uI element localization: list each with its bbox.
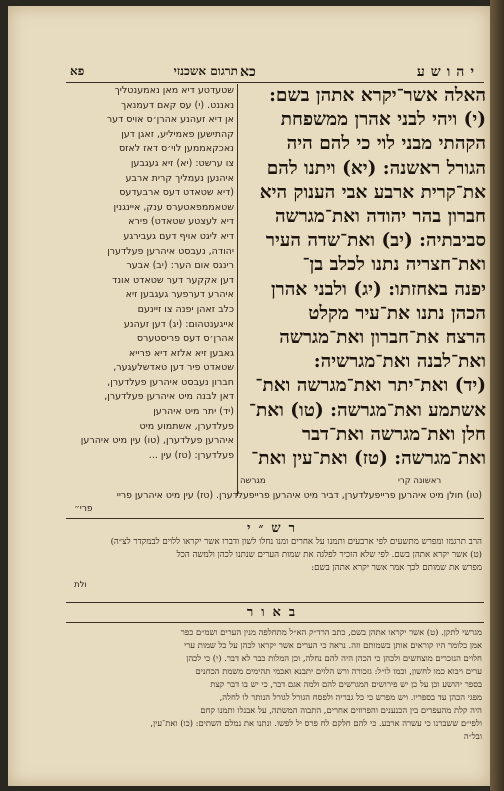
targum-line: שטעדטע דיא מאן נאמענטליך: [114, 85, 234, 96]
rashi-line: מפרש את שמותם לכך אמר אשר יקרא אתהן בשם:: [311, 563, 482, 574]
verse-line: חלן ואת־מגרשה ואת־דבר: [302, 423, 486, 445]
targum-line: קהתישען פאמיליע, זאגן דען: [121, 128, 234, 140]
main-header: [240, 64, 480, 81]
verse-line: האלה אשר־יקרא אתהן בשם:: [269, 85, 486, 106]
verse-line: אשתמע ואת־מגרשה: (טו) ואת־: [248, 399, 486, 421]
biur-line: אמן כלומר היו קוראים אותן בשמותם וזה. נראה כי הערים אשר יקראו לכהן על כל שמות ערי: [184, 640, 482, 650]
biur-line: בספר יהושע וכן על כן יש פירושים המגרשים להם ולמה אגם דבר, כי יש בו דבר קצת: [210, 679, 482, 689]
biur-line: חלוים הנזכרים מוצחשים ולכהן כי הכהן היה להם נחלה, וכן המלות כבר לא דבר. (י) כי לכהן: [186, 653, 482, 663]
verse-line: הכהן נתנו את־עיר מקלט: [308, 302, 486, 324]
targum-line: שטאדט פיר דען טאדשלעגער,: [113, 362, 234, 374]
targum-line: דאן לבנה מיט איהרען פעלדערן,: [104, 391, 234, 403]
verse-line: (יד) ואת־יתר ואת־מגרשה ואת־: [255, 375, 486, 397]
targum-line: נאננט. (י) עס קאם דעמנאך: [121, 99, 234, 111]
targum-line: דען אקקער דער שטאדט אונד: [112, 274, 234, 286]
biur-line: מפגי הכהן עד בספריו. ויש מפרש כי כל גבריה ולפסח הגורל לגורל הנותר לו לחלה,: [219, 692, 482, 702]
rashi-line: (ט) אשר יקרא אתהן בשם. לפי שלא הזכיר לפלגה את שמות הערים שנתנו לכהן ולמשה הכל: [176, 550, 482, 561]
targum-line: צו ערשט: (יא) זיא געגבען: [130, 157, 234, 169]
book-page: [8, 6, 490, 786]
main-header-title: יהושע: [416, 64, 480, 80]
biur-line: ערים ויבוא כמו לחשון, וכמו לו״ל: גזכורה ורש הלוים יתבנא ואכמי תהימים משמת הכחנים: [195, 666, 482, 676]
verse-line: ואת־חצריה נתנו לכלב בן־: [302, 254, 486, 276]
biur-rule-top: [66, 602, 484, 603]
targum-line: פעלדערן, אשתמוע מיט: [139, 420, 234, 432]
column-divider: [237, 84, 238, 496]
verse-line: הגורל ראשנה: (יא) ויתנו להם: [266, 157, 486, 179]
targum-line: פעלדערן: (טז) עין ...: [148, 449, 234, 461]
main-header-number: כא: [240, 64, 256, 80]
verse-line: ואת־מגרשה: (טז) ואת־עין ואת־: [251, 448, 486, 470]
rashi-catchword: ולת: [74, 580, 87, 590]
targum-line: (יד) יתר מיט איהרען: [153, 406, 234, 418]
rashi-rule: [66, 518, 484, 519]
biur-title: באור: [246, 605, 304, 620]
header-rule: [66, 82, 484, 83]
targum-header-title: תרגום אשכנזי: [173, 64, 238, 78]
rashi-title: רש״י: [247, 521, 303, 536]
verse-line: את־קרית ארבע אבי הענוק היא: [259, 181, 486, 203]
biur-line: ולפי״ם ששברנו כי עשרה ארבע. כי להם חלקם לח פרס יל לפשו. ונתנו את נמלם השתים: (כו) ואת־עין,: [150, 718, 482, 728]
targum-line: איהנען נעמליך קרית ארבע: [125, 172, 234, 184]
targum-line: כלב זאהן יפנה צו זיינעם: [137, 303, 234, 315]
catchword-main: מגרשה: [240, 476, 266, 486]
biur-line: היה קלת מהעפרים בין הכנענים והפרוזים אחרים, התבוה המשתה, על אבנלו ותמנו קחם: [200, 705, 482, 715]
targum-line: רינגס אום הער: (יב) אבער: [126, 260, 234, 272]
targum-text: [74, 84, 234, 463]
verse-line: (י) ויהי לבני אהרן ממשפחת: [280, 109, 486, 131]
main-text: [240, 84, 486, 471]
targum-line: אהרן׳ס דעס פריסטערס: [136, 333, 234, 345]
rashi-line: הרב תרגמו ומפרש מתשעים לפי ארבעים ותמנו על אחרים ומנו נחלו לשון ודברו אשר יקראו ללוים לבמקדר לצ״ה): [110, 537, 482, 547]
targum-line: שטאממפאטערס ענק, איינגנין: [113, 201, 234, 213]
targum-header: [70, 64, 238, 79]
verse-line: הקהתי מבני לוי כי להם היה: [286, 133, 486, 155]
targum-line: אייגענטהום: (יג) דען זעהנע: [123, 318, 234, 330]
verse-line: חברון בהר יהודה ואת־מגרשה: [274, 206, 486, 228]
targum-line: (דיא שטאדט דעס ארבעדעס: [119, 187, 234, 199]
targum-line: דיא לעצטע שטאדט) פירא: [128, 216, 234, 228]
targum-line: גאבען זיא אלזא דיא פרייא: [128, 347, 234, 359]
rashi-text: [68, 536, 482, 576]
biur-rule-bottom: [66, 622, 484, 623]
targum-line: איהרען פעלדערן, (טו) עין מיט איהרען: [80, 435, 234, 447]
catchword-keri: ראשונה קרי: [398, 476, 442, 486]
targum-header-number: פא: [70, 64, 85, 78]
verse-line: ואת־לבנה ואת־מגרשיה:: [313, 351, 486, 373]
biur-text: [68, 626, 482, 743]
book-spine: [490, 0, 504, 791]
targum-line: איהרע דערפער געגבען זיא: [125, 289, 234, 301]
verse-line: סביבתיה: (יב) ואת־שדה העיר: [265, 230, 486, 252]
verse-line: יפנה באחזתו: (יג) ולבני אהרן: [270, 278, 486, 300]
bottom-continuation: (טו) חולן מיט איהרען פרייפעלדערן, דביר מיט איהרען פרייפעלדערן. (טז) עין מיט איהרען פריי: [116, 490, 482, 501]
targum-line: נאכקאממען לוי׳ס דאז לאזס: [118, 143, 234, 155]
targum-line: דיא ליגט אויף דעם געבירגע: [123, 230, 234, 242]
verse-line: הרצח את־חברון ואת־מגרשה: [279, 327, 486, 349]
targum-line: אן דיא זעהנע אהרן׳ס אויס דער: [106, 114, 234, 126]
biur-line: מגרשי לתקן. (ט) אשר יקראו אתהן בשם, כתב הרד״ק הא״ל מתחלפה מנין הערים ושמ״ם כפר: [180, 627, 482, 637]
biur-line: ובל״ה: [463, 731, 482, 741]
targum-catchword: פרי״: [74, 504, 93, 514]
targum-line: חברון נעבסט איהרען פעלדערן,: [107, 376, 234, 388]
targum-line: יהודה, נעבסט איהרען פעלדערן: [107, 245, 234, 257]
